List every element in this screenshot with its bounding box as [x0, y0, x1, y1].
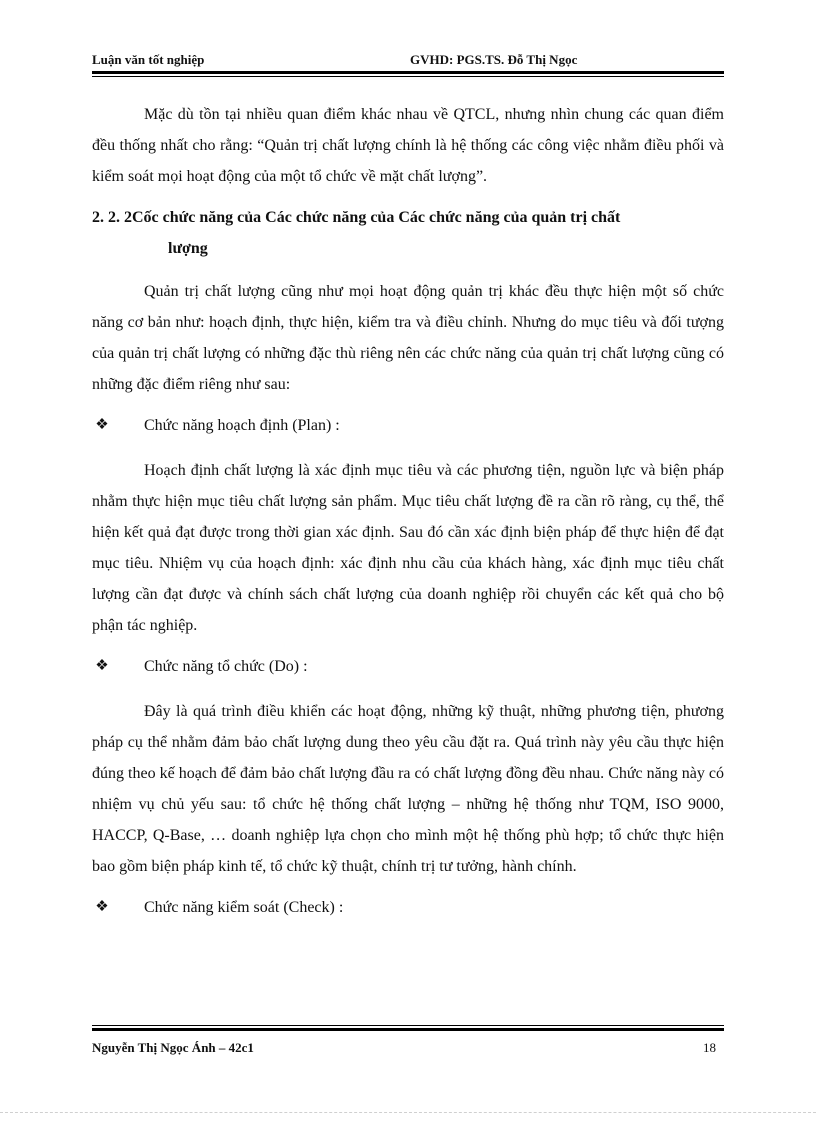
bullet-item-check: [92, 892, 724, 923]
section-heading-line-1: 2. 2. 2Cốc chức năng của Các chức năng của Các chức năng của quản trị chất: [92, 209, 621, 226]
diamond-bullet-icon: ❖: [95, 658, 109, 674]
footer-author: Nguyễn Thị Ngọc Ánh – 42c1: [92, 1040, 254, 1055]
paragraph-2: Quản trị chất lượng cũng như mọi hoạt động quản trị khác đều thực hiện một số chức năng cơ bản như: hoạch định, thực hiện, kiểm tra và điều chỉnh. Nhưng do mục tiêu và đối tượng của quản trị chất lượng có những đặc thù riêng nên các chức năng của quản trị chất lượng cũng có những đặc điểm riêng như sau:: [92, 283, 724, 393]
paragraph-3: Hoạch định chất lượng là xác định mục tiêu và các phương tiện, nguồn lực và biện pháp nhằm thực hiện mục tiêu chất lượng sản phẩm. Mục tiêu chất lượng đề ra cần rõ ràng, cụ thể, thể hiện kết quả đạt được trong thời gian xác định. Sau đó cần xác định biện pháp để thực hiện để đạt mục tiêu. Nhiệm vụ của hoạch định: xác định nhu cầu của khách hàng, xác định mục tiêu chất lượng cần đạt được và chính sách chất lượng của doanh nghiệp rồi chuyển các kết quả cho bộ phận tác nghiệp.: [92, 462, 724, 634]
header-rule-thin: [92, 76, 724, 77]
footer-rule-thin: [92, 1025, 724, 1026]
bullet-item-plan: [92, 410, 724, 441]
diamond-bullet-icon: ❖: [95, 899, 109, 915]
header-left-text: Luận văn tốt nghiệp: [92, 52, 205, 67]
bullet-label-check: Chức năng kiểm soát (Check) :: [144, 899, 344, 916]
page-header: [92, 52, 724, 70]
page-footer: [92, 1040, 724, 1058]
header-rule-thick: [92, 71, 724, 74]
section-heading: [92, 202, 724, 264]
paragraph-4: Đây là quá trình điều khiển các hoạt động, những kỹ thuật, những phương tiện, phương pháp cụ thể nhằm đảm bảo chất lượng dung theo yêu cầu đặt ra. Quá trình này yêu cầu thực hiện đúng theo kế hoạch để đảm bảo chất lượng đầu ra có chất lượng đồng đều nhau. Chức năng này có nhiệm vụ chủ yếu sau: tổ chức hệ thống chất lượng – những hệ thống như TQM, ISO 9000, HACCP, Q-Base, … doanh nghiệp lựa chọn cho mình một hệ thống phù hợp; tổ chức thực hiện bao gồm biện pháp kinh tế, tổ chức kỹ thuật, chính trị tư tưởng, hành chính.: [92, 703, 724, 875]
header-right-text: GVHD: PGS.TS. Đỗ Thị Ngọc: [410, 52, 578, 67]
paragraph-1: Mặc dù tồn tại nhiều quan điểm khác nhau về QTCL, nhưng nhìn chung các quan điểm đều thống nhất cho rằng: “Quản trị chất lượng chính là hệ thống các công việc nhằm điều phối và kiểm soát mọi hoạt động của một tổ chức về mặt chất lượng”.: [92, 106, 724, 185]
footer-rule-thick: [92, 1028, 724, 1031]
page-edge-divider: [0, 1112, 816, 1113]
bullet-label-plan: Chức năng hoạch định (Plan) :: [144, 417, 340, 434]
bullet-item-do: [92, 651, 724, 682]
bullet-label-do: Chức năng tổ chức (Do) :: [144, 658, 308, 675]
page-number: 18: [703, 1040, 716, 1055]
body-text: [92, 99, 724, 937]
section-heading-line-2: lượng: [168, 240, 208, 257]
diamond-bullet-icon: ❖: [95, 417, 109, 433]
